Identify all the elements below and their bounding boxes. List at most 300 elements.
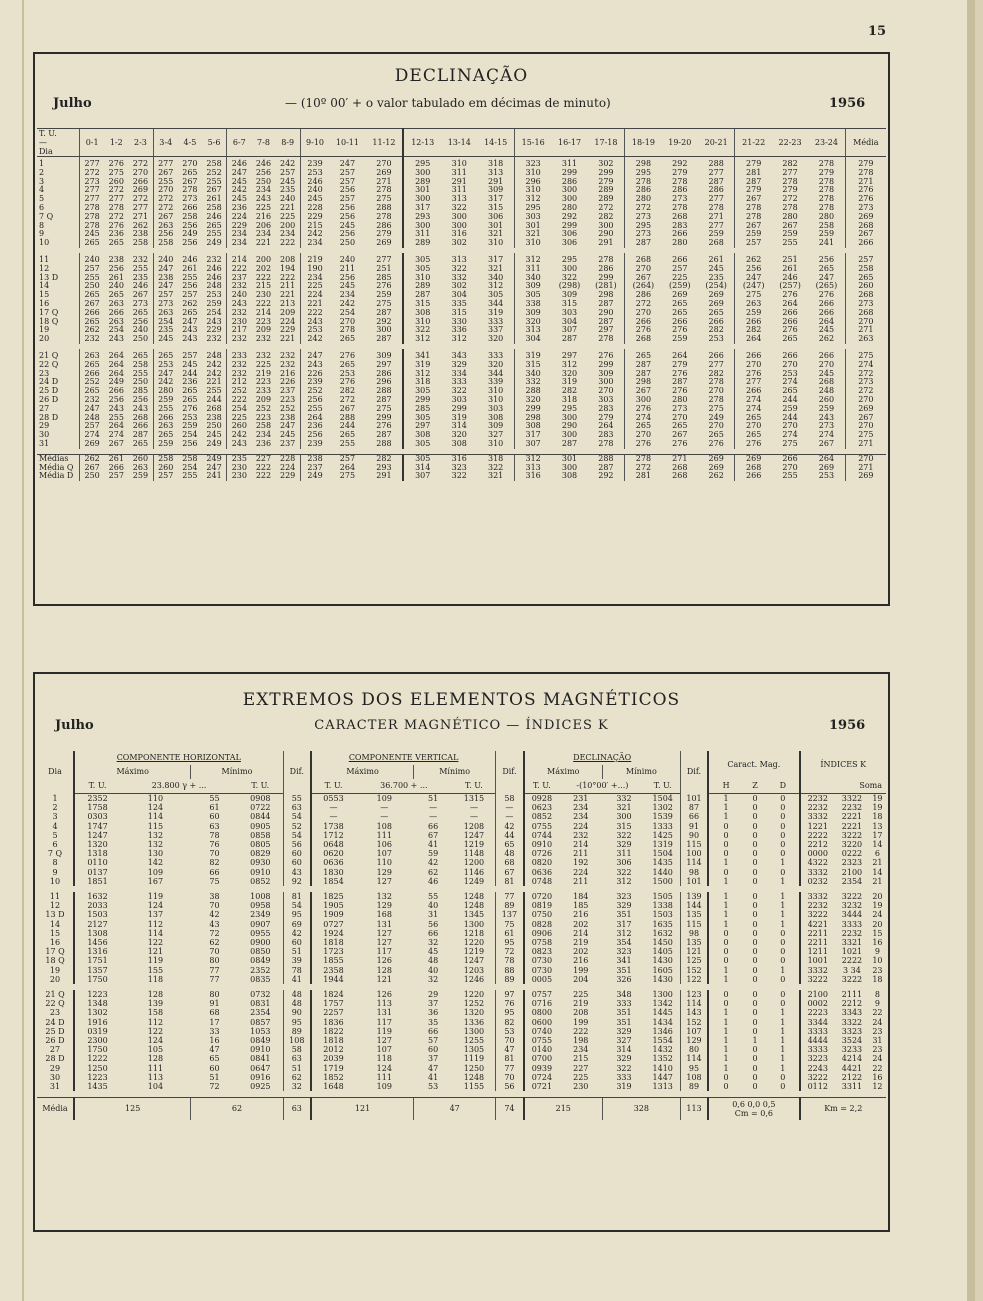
row-value: 282	[735, 326, 772, 335]
row-value: 319	[487, 307, 504, 317]
header-d-tu2: T. U.	[646, 779, 681, 794]
row-value: 270	[672, 412, 688, 422]
row-value: 212	[227, 378, 252, 387]
row-value: 245	[153, 335, 178, 344]
row-value: 249	[708, 412, 724, 422]
media-label: Média	[37, 1098, 74, 1120]
row-value: 1916	[74, 1018, 120, 1027]
table-row	[37, 938, 886, 947]
row-value: 266	[735, 349, 772, 361]
row-value: 168	[376, 910, 392, 920]
row-day: 19	[49, 965, 61, 975]
row-value: 243	[300, 318, 329, 327]
row-value: 267	[818, 438, 835, 448]
footer-value: 308	[561, 471, 578, 481]
row-value: 278	[818, 159, 835, 168]
row-value: 279	[672, 167, 688, 177]
row-value: 68	[496, 858, 524, 867]
footer-value: 275	[339, 471, 356, 481]
row-value: (281)	[595, 281, 617, 291]
row-value: 303	[598, 394, 614, 404]
row-value: 1830	[311, 868, 355, 877]
table-row	[37, 822, 886, 831]
row-value: 225	[255, 359, 272, 369]
row-value: 0	[752, 990, 758, 1000]
row-value: 265	[735, 431, 772, 440]
row-value: 271	[376, 176, 392, 186]
row-value: 259	[153, 440, 178, 449]
row-value: 287	[561, 438, 578, 448]
row-value: 276	[845, 195, 886, 204]
row-value: 76	[496, 999, 524, 1008]
row-value: 0	[752, 947, 758, 957]
row-value: 3323	[841, 1026, 863, 1036]
row-value: 1747	[74, 822, 120, 831]
row-value: 257	[845, 253, 886, 265]
header-d-base: -(10°00′ +...)	[559, 779, 645, 794]
row-value: 211	[339, 263, 356, 273]
row-value: 311	[451, 167, 467, 177]
row-value: 285	[132, 386, 149, 396]
row-value: 256	[339, 202, 356, 212]
row-value: 240	[279, 194, 296, 204]
row-value: 16	[872, 938, 883, 948]
row-value: 302	[598, 159, 614, 168]
row-value: 303	[514, 213, 551, 222]
row-day: 10	[39, 238, 50, 248]
row-value: 3220	[841, 840, 863, 850]
row-value: 0930	[250, 858, 271, 868]
row-value: 0730	[524, 966, 560, 975]
row-value: 0858	[250, 830, 271, 840]
row-value: 1447	[652, 1072, 673, 1082]
row-value: 304	[561, 316, 578, 326]
row-value: 0	[780, 938, 786, 948]
row-value: 299	[376, 412, 392, 422]
row-value: 310	[487, 394, 504, 404]
row-value: 315	[514, 361, 551, 370]
row-value: 266	[708, 316, 724, 326]
row-value: 265	[845, 274, 886, 283]
row-value: 1222	[74, 1054, 120, 1063]
row-value: 51	[283, 947, 311, 956]
row-value: 245	[708, 263, 724, 273]
row-day: 2	[52, 803, 58, 813]
row-value: 274	[782, 430, 798, 440]
row-value: 1252	[463, 999, 485, 1009]
row-value: 1440	[652, 867, 673, 877]
row-value: 3232	[841, 901, 863, 911]
row-day: 27	[49, 1045, 61, 1055]
footer-value: 291	[376, 471, 392, 481]
row-value: 273	[818, 421, 835, 431]
row-value: 266	[782, 350, 798, 360]
row-day: 15	[39, 290, 50, 300]
row-day: 26 D	[39, 394, 59, 404]
row-day: 9	[39, 229, 45, 239]
row-value: 333	[616, 1072, 632, 1082]
row-value: 0	[708, 849, 743, 858]
row-value: 115	[680, 920, 708, 929]
row-value: 55	[283, 794, 311, 804]
row-value: 0727	[311, 920, 355, 929]
row-value: 312	[403, 370, 441, 379]
row-value: 95	[496, 1008, 524, 1017]
row-value: 286	[708, 185, 724, 195]
row-value: 1305	[463, 1045, 485, 1055]
header-v-max: Máximo	[311, 765, 414, 779]
row-value: 315	[451, 307, 467, 317]
row-value: 232	[132, 254, 149, 264]
row-value: 222	[279, 272, 296, 282]
row-value: 264	[108, 421, 124, 431]
row-value: 202	[573, 919, 589, 929]
header-hour: 1-2	[104, 129, 128, 157]
row-value: 0	[752, 794, 758, 803]
extremes-table	[37, 751, 886, 1120]
row-value: 75	[496, 920, 524, 929]
row-value: 211	[279, 281, 296, 291]
row-value: 274	[735, 405, 772, 414]
row-value: 228	[300, 204, 329, 213]
table-row	[37, 1008, 886, 1017]
footer-value: 227	[251, 454, 275, 463]
row-value: 238	[206, 412, 222, 422]
row-value: 255	[339, 438, 356, 448]
row-value: 269	[672, 290, 688, 300]
row-value: 293	[403, 213, 441, 222]
row-value: 254	[182, 430, 198, 440]
declination-title: DECLINAÇÃO	[394, 66, 529, 86]
row-value: 242	[227, 431, 252, 440]
row-value: 233	[227, 349, 252, 361]
row-value: —	[469, 803, 478, 813]
row-value: 230	[255, 290, 272, 300]
row-value: 287	[376, 394, 392, 404]
row-value: 287	[598, 316, 614, 326]
header-tu: T. U.	[39, 129, 57, 138]
row-value: 1	[780, 1008, 786, 1018]
row-value: 131	[376, 1008, 392, 1018]
row-value: 204	[573, 974, 589, 984]
row-value: 3322	[841, 1017, 863, 1027]
row-value: 310	[514, 239, 551, 248]
row-value: 23	[872, 1026, 883, 1036]
row-value: 3332	[800, 966, 836, 975]
row-value: 223	[255, 316, 272, 326]
row-value: 265	[672, 307, 688, 317]
row-value: 245	[339, 281, 356, 291]
row-value: 309	[514, 309, 551, 318]
row-value: 167	[147, 876, 164, 886]
row-value: 275	[376, 403, 392, 413]
row-value: 80	[680, 1045, 708, 1054]
row-value: 265	[782, 334, 798, 344]
row-value: 301	[487, 220, 504, 230]
footer-value: 316	[441, 454, 477, 463]
row-value: 0	[780, 821, 786, 831]
row-day: 27	[39, 403, 50, 413]
row-value: 0908	[250, 794, 271, 803]
row-value: 0722	[250, 803, 271, 813]
row-value: 0	[780, 974, 786, 984]
row-value: 109	[376, 794, 392, 803]
row-day: 31	[49, 1082, 61, 1092]
row-value: 252	[300, 387, 329, 396]
row-value: 240	[153, 253, 178, 265]
row-day: 23	[49, 1008, 61, 1018]
row-value: 1119	[463, 1054, 485, 1064]
row-value: 1648	[311, 1082, 355, 1091]
header-h-comp: COMPONENTE HORIZONTAL	[74, 751, 283, 765]
row-day: 24 D	[39, 377, 59, 387]
row-value: 322	[451, 263, 467, 273]
row-value: 55	[209, 794, 220, 803]
row-value: 1944	[311, 975, 355, 984]
row-value: 301	[514, 222, 551, 231]
row-value: 275	[735, 291, 772, 300]
table-row	[37, 975, 886, 984]
row-value: 1	[708, 920, 743, 929]
row-value: 256	[182, 438, 198, 448]
row-value: 257	[339, 194, 356, 204]
row-value: 257	[339, 167, 356, 177]
row-value: 1250	[463, 1063, 485, 1073]
row-value: 54	[283, 812, 311, 821]
row-value: 311	[514, 265, 551, 274]
row-value: 1	[780, 1045, 786, 1055]
footer-value: 260	[128, 454, 153, 463]
row-value: 52	[283, 822, 311, 831]
row-value: 254	[153, 318, 178, 327]
row-value: 1822	[311, 1027, 355, 1036]
row-value: 246	[132, 281, 149, 291]
row-value: 311	[403, 230, 441, 239]
row-value: 1836	[311, 1018, 355, 1027]
row-value: 127	[376, 928, 392, 938]
row-day: 4	[39, 185, 45, 195]
row-value: 3524	[841, 1036, 863, 1046]
row-value: 1	[708, 794, 743, 804]
row-value: 224	[300, 291, 329, 300]
row-day: 20	[39, 334, 50, 344]
row-value: 278	[818, 185, 835, 195]
row-value: 250	[80, 282, 105, 291]
row-value: 238	[279, 412, 296, 422]
row-value: 107	[376, 849, 392, 859]
row-value: 246	[206, 263, 222, 273]
row-value: 341	[616, 956, 632, 966]
row-value: 305	[514, 291, 551, 300]
row-value: 288	[376, 386, 392, 396]
row-value: 89	[496, 901, 524, 910]
row-value: 261	[782, 263, 798, 273]
row-value: 266	[845, 239, 886, 248]
row-value: 0	[752, 830, 758, 840]
row-value: 287	[708, 176, 724, 186]
row-value: 230	[573, 1082, 589, 1092]
row-value: 278	[845, 169, 886, 178]
row-value: 246	[300, 178, 329, 187]
row-value: 267	[625, 387, 662, 396]
row-value: 222	[573, 1026, 589, 1036]
row-value: 276	[598, 350, 614, 360]
row-value: 264	[108, 368, 124, 378]
row-value: 1300	[652, 990, 673, 1000]
row-value: 58	[496, 794, 524, 804]
row-value: 266	[132, 421, 149, 431]
row-value: 300	[598, 220, 614, 230]
row-value: 263	[153, 422, 178, 431]
footer-value: 267	[80, 464, 105, 473]
row-value: 266	[735, 387, 772, 396]
row-value: 1053	[250, 1026, 271, 1036]
row-value: (264)	[625, 282, 662, 291]
row-value: 300	[403, 169, 441, 178]
row-value: 221	[279, 290, 296, 300]
row-value: 302	[451, 281, 467, 291]
row-value: 300	[451, 220, 467, 230]
row-value: 3222	[841, 974, 863, 984]
footer-value: 257	[329, 454, 365, 463]
footer-value: 321	[487, 471, 504, 481]
row-value: 262	[818, 334, 835, 344]
row-value: 33	[209, 1026, 220, 1036]
row-value: 321	[487, 263, 504, 273]
row-value: 247	[300, 349, 329, 361]
row-value: 276	[708, 438, 724, 448]
row-value: 278	[818, 202, 835, 212]
footer-value: 288	[588, 454, 625, 463]
row-value: 1	[708, 892, 743, 901]
row-value: 277	[108, 194, 124, 204]
row-value: 35	[428, 1017, 439, 1027]
row-value: 344	[487, 368, 504, 378]
row-value: 91	[209, 999, 220, 1009]
row-value: 1	[708, 1036, 743, 1045]
row-value: 267	[782, 220, 798, 230]
row-value: 3223	[800, 1054, 836, 1063]
row-value: —	[380, 812, 389, 822]
row-value: 2223	[800, 1008, 836, 1017]
row-value: 333	[616, 999, 632, 1009]
row-value: (265)	[815, 281, 838, 291]
row-value: 1300	[463, 919, 485, 929]
row-value: 287	[625, 361, 662, 370]
row-value: 233	[255, 386, 272, 396]
row-value: 199	[573, 965, 589, 975]
row-value: 245	[279, 430, 296, 440]
row-value: 310	[514, 186, 551, 195]
row-value: 89	[680, 1082, 708, 1091]
row-value: 0	[752, 956, 758, 966]
row-value: 267	[206, 185, 222, 195]
row-value: 319	[561, 377, 578, 387]
row-value: 239	[300, 157, 329, 169]
row-value: 122	[147, 938, 164, 948]
row-value: 313	[451, 194, 467, 204]
row-value: 0755	[524, 1036, 560, 1045]
row-value: 56	[428, 919, 439, 929]
row-value: 80	[209, 990, 220, 1000]
row-value: 234	[300, 239, 329, 248]
row-value: 107	[376, 1045, 392, 1055]
row-value: 258	[206, 202, 222, 212]
row-value: 0	[780, 803, 786, 813]
row-value: 322	[616, 1063, 632, 1073]
row-value: 270	[376, 159, 392, 168]
row-value: 0916	[250, 1072, 271, 1082]
row-value: 0732	[250, 990, 271, 1000]
row-value: 300	[561, 185, 578, 195]
row-value: 112	[147, 1017, 164, 1027]
row-value: 272	[108, 185, 124, 195]
row-value: 67	[428, 830, 439, 840]
row-value: 1	[708, 1008, 743, 1017]
row-value: 126	[376, 990, 392, 1000]
row-value: 246	[182, 254, 198, 264]
scan-fold-line	[22, 0, 24, 1301]
header-hour: 16-17	[551, 129, 587, 157]
row-value: 113	[376, 999, 392, 1009]
row-value: 139	[147, 999, 164, 1009]
row-value: 312	[514, 195, 551, 204]
row-value: 112	[147, 919, 164, 929]
row-value: 98	[680, 929, 708, 938]
footer-value: 260	[153, 464, 178, 473]
row-value: 266	[735, 318, 772, 327]
row-value: 78	[283, 966, 311, 975]
row-value: 89	[496, 975, 524, 984]
row-value: 1	[708, 966, 743, 975]
footer-value: 281	[625, 472, 662, 481]
row-value: 0623	[524, 803, 560, 812]
row-value: 305	[403, 265, 441, 274]
row-value: 333	[487, 316, 504, 326]
row-value: 343	[451, 350, 467, 360]
row-value: 264	[672, 350, 688, 360]
row-value: 250	[255, 176, 272, 186]
footer-value: 314	[403, 464, 441, 473]
row-value: 0750	[524, 910, 560, 919]
row-value: 221	[279, 334, 296, 344]
row-value: 255	[206, 176, 222, 186]
row-value: 329	[616, 901, 632, 911]
row-value: 251	[782, 254, 798, 264]
extremes-subtitle: CARACTER MAGNÉTICO — ÍNDICES K	[314, 718, 609, 733]
row-value: 270	[625, 431, 662, 440]
row-value: 329	[616, 1054, 632, 1064]
header-soma: Soma	[800, 779, 887, 794]
row-value: 0757	[524, 990, 560, 999]
row-value: 276	[108, 220, 124, 230]
row-value: 255	[182, 272, 198, 282]
row-value: 254	[227, 405, 252, 414]
row-value: 0721	[524, 1082, 560, 1091]
row-value: 1738	[311, 822, 355, 831]
row-value: 256	[339, 211, 356, 221]
row-value: 234	[227, 230, 252, 239]
row-value: 265	[80, 387, 105, 396]
row-value: 309	[487, 185, 504, 195]
row-day: 14	[49, 919, 61, 929]
row-value: 41	[428, 840, 439, 850]
row-value: 279	[598, 412, 614, 422]
row-value: 253	[782, 368, 798, 378]
row-value: 124	[147, 1036, 164, 1046]
row-day: 13 D	[45, 910, 65, 920]
row-value: 285	[403, 405, 441, 414]
